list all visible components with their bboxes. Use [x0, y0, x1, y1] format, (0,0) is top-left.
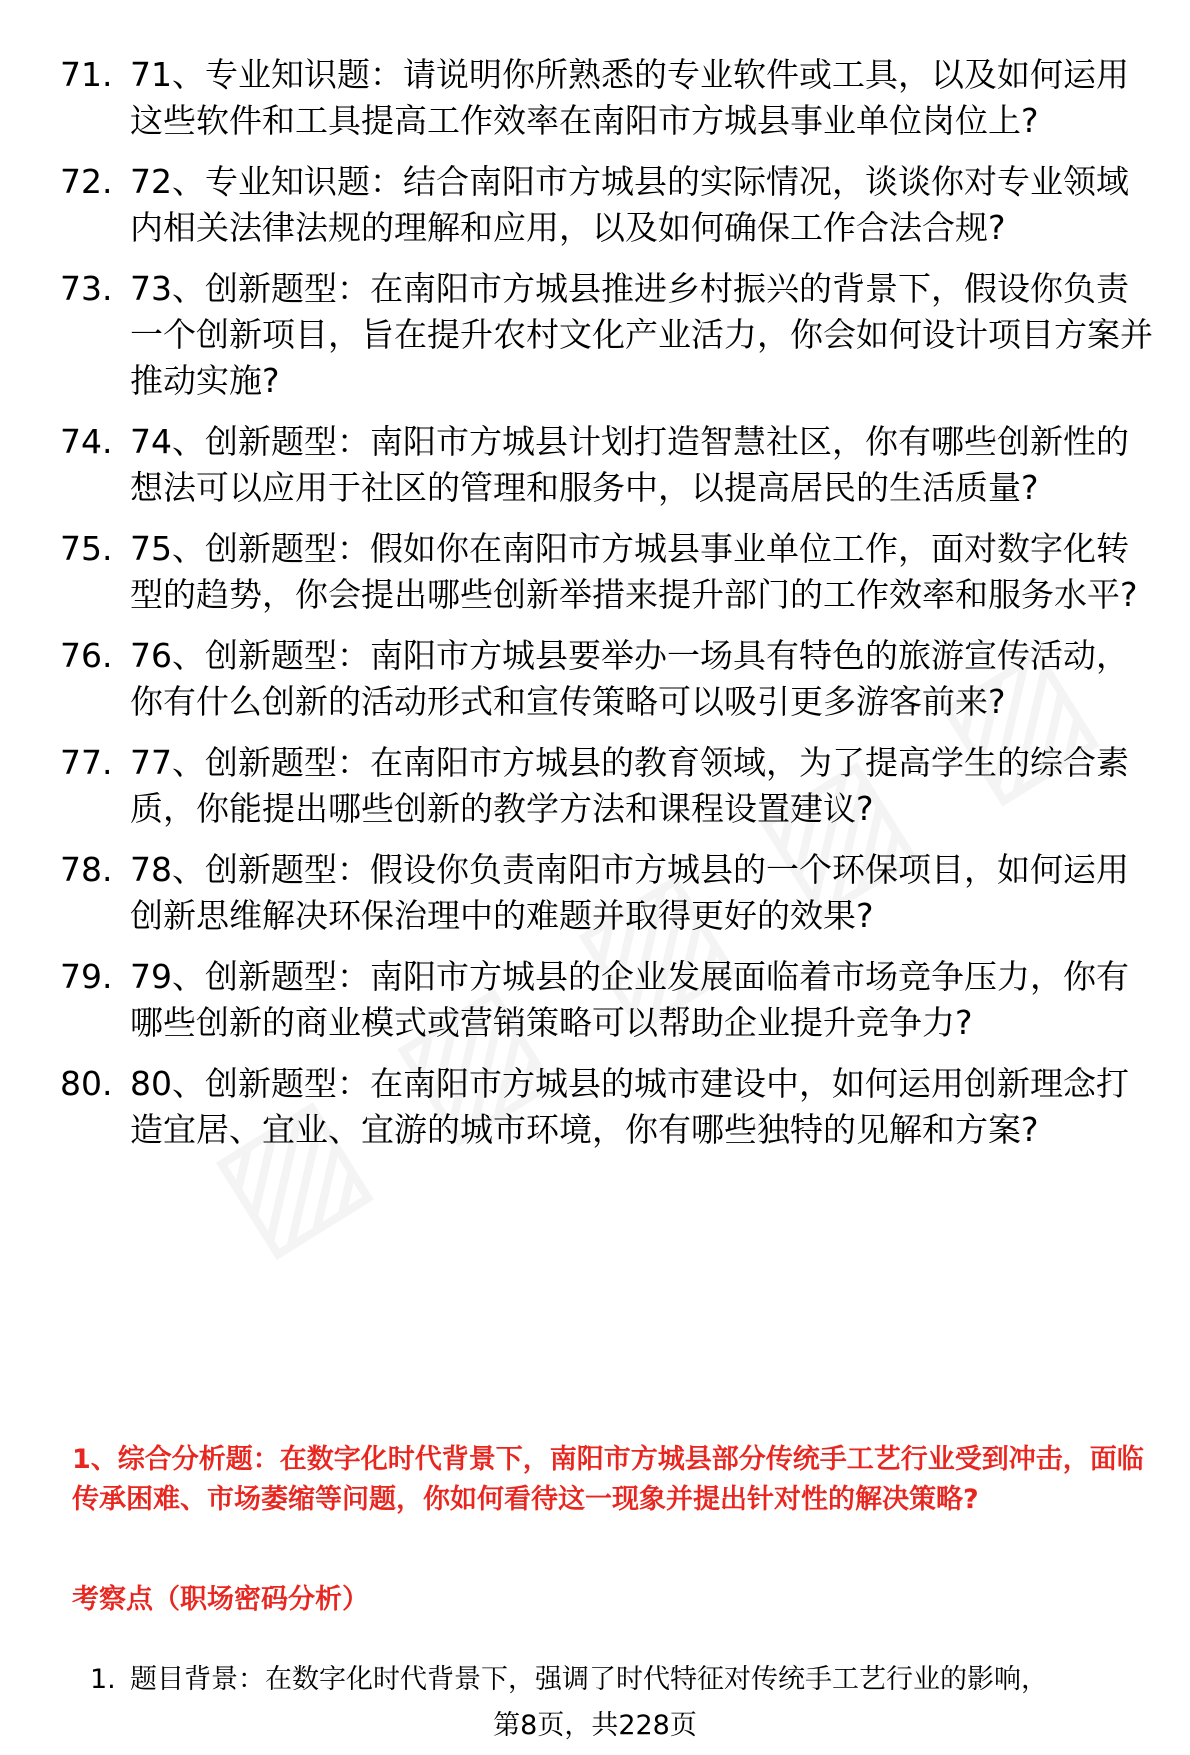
question-number: 79. [60, 957, 113, 996]
question-text: 78、创新题型：假设你负责南阳市方城县的一个环保项目，如何运用创新思维解决环保治理中的难题并取得更好的效果? [130, 850, 1129, 935]
question-text: 71、专业知识题：请说明你所熟悉的专业软件或工具，以及如何运用这些软件和工具提高工作效率在南阳市方城县事业单位岗位上? [130, 55, 1129, 140]
question-number: 76. [60, 636, 113, 675]
question-text: 77、创新题型：在南阳市方城县的教育领域，为了提高学生的综合素质，你能提出哪些创新的教学方法和课程设置建议? [130, 743, 1129, 828]
analysis-point-text: 题目背景：在数字化时代背景下，强调了时代特征对传统手工艺行业的影响， [130, 1664, 1048, 1695]
question-number: 80. [60, 1064, 113, 1103]
question-number: 78. [60, 850, 113, 889]
question-text: 80、创新题型：在南阳市方城县的城市建设中，如何运用创新理念打造宜居、宜业、宜游的城市环境，你有哪些独特的见解和方案? [130, 1064, 1129, 1149]
question-text: 72、专业知识题：结合南阳市方城县的实际情况，谈谈你对专业领域内相关法律法规的理解和应用，以及如何确保工作合法合规? [130, 162, 1129, 247]
question-item [60, 159, 1160, 251]
question-text: 73、创新题型：在南阳市方城县推进乡村振兴的背景下，假设你负责一个创新项目，旨在提升农村文化产业活力，你会如何设计项目方案并推动实施? [130, 269, 1153, 400]
question-number: 72. [60, 162, 113, 201]
question-item [60, 419, 1160, 511]
question-item [60, 1061, 1160, 1153]
analysis-point-list [90, 1660, 1160, 1700]
question-number: 74. [60, 422, 113, 461]
question-text: 79、创新题型：南阳市方城县的企业发展面临着市场竞争压力，你有哪些创新的商业模式或营销策略可以帮助企业提升竞争力? [130, 957, 1129, 1042]
question-list [60, 52, 1160, 1168]
analysis-point-number: 1. [90, 1664, 116, 1695]
question-item [60, 847, 1160, 939]
question-number: 71. [60, 55, 113, 94]
question-item [60, 52, 1160, 144]
question-number: 73. [60, 269, 113, 308]
analysis-point [90, 1660, 1160, 1700]
page-footer: 第8页，共228页 [493, 1710, 697, 1741]
question-item [60, 740, 1160, 832]
question-text: 74、创新题型：南阳市方城县计划打造智慧社区，你有哪些创新性的想法可以应用于社区的管理和服务中，以提高居民的生活质量? [130, 422, 1129, 507]
question-number: 77. [60, 743, 113, 782]
question-number: 75. [60, 529, 113, 568]
question-item [60, 526, 1160, 618]
question-text: 75、创新题型：假如你在南阳市方城县事业单位工作，面对数字化转型的趋势，你会提出哪些创新举措来提升部门的工作效率和服务水平? [130, 529, 1138, 614]
section-heading: 考察点（职场密码分析） [72, 1584, 369, 1615]
question-item [60, 266, 1160, 404]
question-text: 76、创新题型：南阳市方城县要举办一场具有特色的旅游宣传活动，你有什么创新的活动形式和宣传策略可以吸引更多游客前来? [130, 636, 1129, 721]
question-item [60, 633, 1160, 725]
question-item [60, 954, 1160, 1046]
featured-question: 1、综合分析题：在数字化时代背景下，南阳市方城县部分传统手工艺行业受到冲击，面临传承困难、市场萎缩等问题，你如何看待这一现象并提出针对性的解决策略? [72, 1444, 1144, 1515]
